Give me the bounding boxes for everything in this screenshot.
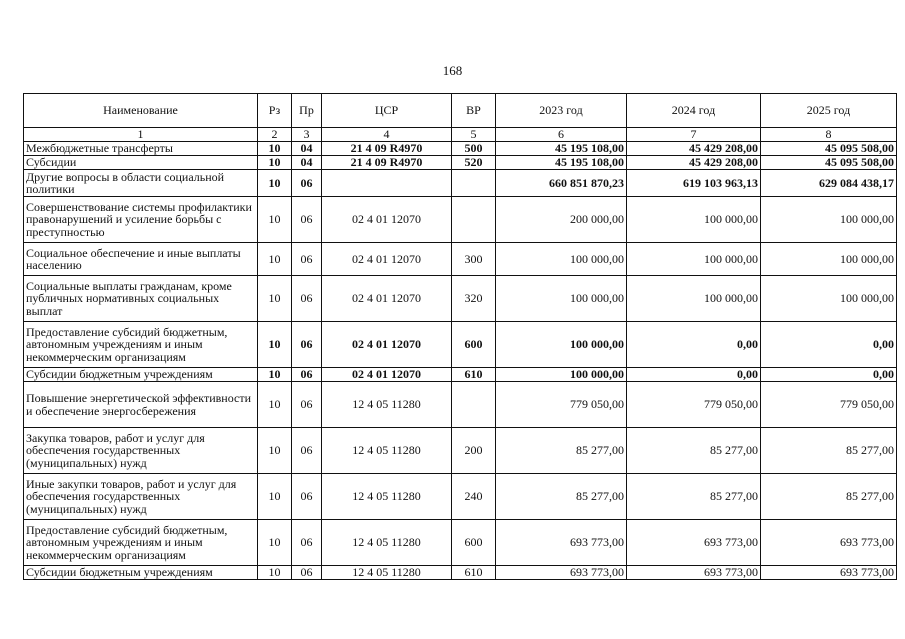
- row-rz: 10: [258, 474, 292, 520]
- row-value-2024: 0,00: [627, 368, 761, 382]
- row-pr: 06: [292, 520, 322, 566]
- table-row: [24, 142, 897, 156]
- column-index-row: [24, 128, 897, 142]
- index-cell: 3: [292, 128, 322, 142]
- table-row: [24, 170, 897, 197]
- row-value-2024: 693 773,00: [627, 566, 761, 580]
- row-pr: 06: [292, 428, 322, 474]
- row-value-2025: 0,00: [761, 322, 897, 368]
- index-cell: 4: [322, 128, 452, 142]
- row-value-2025: 0,00: [761, 368, 897, 382]
- row-value-2023: 660 851 870,23: [496, 170, 627, 197]
- table-row: [24, 368, 897, 382]
- row-rz: 10: [258, 276, 292, 322]
- row-pr: 06: [292, 566, 322, 580]
- row-vr: 600: [452, 520, 496, 566]
- row-value-2023: 693 773,00: [496, 520, 627, 566]
- index-cell: 8: [761, 128, 897, 142]
- row-rz: 10: [258, 520, 292, 566]
- row-value-2025: 85 277,00: [761, 428, 897, 474]
- row-vr: [452, 197, 496, 243]
- row-vr: [452, 170, 496, 197]
- row-value-2025: 100 000,00: [761, 243, 897, 276]
- table-row: [24, 276, 897, 322]
- row-name: Повышение энергетической эффективности и обеспечение энергосбережения: [24, 382, 258, 428]
- row-value-2023: 85 277,00: [496, 428, 627, 474]
- row-rz: 10: [258, 142, 292, 156]
- row-value-2023: 85 277,00: [496, 474, 627, 520]
- row-value-2024: 693 773,00: [627, 520, 761, 566]
- row-vr: 240: [452, 474, 496, 520]
- row-value-2024: 45 429 208,00: [627, 156, 761, 170]
- row-value-2023: 45 195 108,00: [496, 156, 627, 170]
- header-vr: ВР: [452, 94, 496, 128]
- index-cell: 5: [452, 128, 496, 142]
- row-value-2023: 100 000,00: [496, 243, 627, 276]
- row-value-2025: 629 084 438,17: [761, 170, 897, 197]
- row-pr: 06: [292, 474, 322, 520]
- row-csr: 21 4 09 R4970: [322, 156, 452, 170]
- row-pr: 06: [292, 243, 322, 276]
- row-pr: 04: [292, 142, 322, 156]
- row-csr: 12 4 05 11280: [322, 382, 452, 428]
- row-rz: 10: [258, 197, 292, 243]
- row-csr: 02 4 01 12070: [322, 243, 452, 276]
- header-2024: 2024 год: [627, 94, 761, 128]
- header-name: Наименование: [24, 94, 258, 128]
- row-rz: 10: [258, 382, 292, 428]
- row-csr: 12 4 05 11280: [322, 520, 452, 566]
- table-row: [24, 382, 897, 428]
- row-value-2023: 100 000,00: [496, 322, 627, 368]
- row-value-2024: 85 277,00: [627, 474, 761, 520]
- row-name: Социальное обеспечение и иные выплаты населению: [24, 243, 258, 276]
- row-vr: [452, 382, 496, 428]
- row-csr: 02 4 01 12070: [322, 368, 452, 382]
- row-rz: 10: [258, 170, 292, 197]
- row-vr: 520: [452, 156, 496, 170]
- row-name: Субсидии бюджетным учреждениям: [24, 368, 258, 382]
- header-pr: Пр: [292, 94, 322, 128]
- index-cell: 6: [496, 128, 627, 142]
- table-row: [24, 474, 897, 520]
- table-row: [24, 243, 897, 276]
- header-csr: ЦСР: [322, 94, 452, 128]
- table-body: [24, 142, 897, 580]
- table-row: [24, 322, 897, 368]
- row-pr: 04: [292, 156, 322, 170]
- page-number: 168: [442, 63, 463, 78]
- row-value-2025: 45 095 508,00: [761, 142, 897, 156]
- row-value-2025: 693 773,00: [761, 520, 897, 566]
- row-pr: 06: [292, 170, 322, 197]
- index-cell: 1: [24, 128, 258, 142]
- budget-table: [23, 93, 897, 580]
- row-vr: 600: [452, 322, 496, 368]
- header-row: [24, 94, 897, 128]
- row-value-2025: 779 050,00: [761, 382, 897, 428]
- row-name: Другие вопросы в области социальной политики: [24, 170, 258, 197]
- row-rz: 10: [258, 322, 292, 368]
- row-value-2025: 85 277,00: [761, 474, 897, 520]
- row-value-2024: 0,00: [627, 322, 761, 368]
- row-vr: 610: [452, 368, 496, 382]
- index-cell: 2: [258, 128, 292, 142]
- row-value-2024: 45 429 208,00: [627, 142, 761, 156]
- row-rz: 10: [258, 566, 292, 580]
- row-value-2024: 619 103 963,13: [627, 170, 761, 197]
- row-pr: 06: [292, 322, 322, 368]
- row-csr: 12 4 05 11280: [322, 428, 452, 474]
- row-pr: 06: [292, 276, 322, 322]
- row-value-2023: 100 000,00: [496, 368, 627, 382]
- row-name: Субсидии: [24, 156, 258, 170]
- row-value-2025: 100 000,00: [761, 197, 897, 243]
- row-name: Межбюджетные трансферты: [24, 142, 258, 156]
- table-row: [24, 197, 897, 243]
- table-row: [24, 156, 897, 170]
- row-rz: 10: [258, 368, 292, 382]
- row-name: Предоставление субсидий бюджетным, автономным учреждениям и иным некоммерческим организациям: [24, 520, 258, 566]
- table-row: [24, 520, 897, 566]
- row-csr: 02 4 01 12070: [322, 322, 452, 368]
- row-csr: 02 4 01 12070: [322, 197, 452, 243]
- row-vr: 500: [452, 142, 496, 156]
- row-value-2024: 779 050,00: [627, 382, 761, 428]
- header-2023: 2023 год: [496, 94, 627, 128]
- row-rz: 10: [258, 156, 292, 170]
- row-value-2024: 100 000,00: [627, 197, 761, 243]
- table-row: [24, 566, 897, 580]
- row-csr: [322, 170, 452, 197]
- header-2025: 2025 год: [761, 94, 897, 128]
- row-name: Социальные выплаты гражданам, кроме публичных нормативных социальных выплат: [24, 276, 258, 322]
- row-name: Предоставление субсидий бюджетным, автономным учреждениям и иным некоммерческим организациям: [24, 322, 258, 368]
- row-pr: 06: [292, 368, 322, 382]
- row-value-2024: 85 277,00: [627, 428, 761, 474]
- row-rz: 10: [258, 243, 292, 276]
- row-vr: 300: [452, 243, 496, 276]
- row-value-2023: 200 000,00: [496, 197, 627, 243]
- row-value-2023: 779 050,00: [496, 382, 627, 428]
- row-csr: 12 4 05 11280: [322, 566, 452, 580]
- row-value-2023: 45 195 108,00: [496, 142, 627, 156]
- row-vr: 610: [452, 566, 496, 580]
- row-csr: 02 4 01 12070: [322, 276, 452, 322]
- index-cell: 7: [627, 128, 761, 142]
- row-vr: 200: [452, 428, 496, 474]
- row-value-2024: 100 000,00: [627, 243, 761, 276]
- row-rz: 10: [258, 428, 292, 474]
- row-csr: 21 4 09 R4970: [322, 142, 452, 156]
- row-pr: 06: [292, 382, 322, 428]
- row-name: Иные закупки товаров, работ и услуг для обеспечения государственных (муниципальных) нужд: [24, 474, 258, 520]
- table-row: [24, 428, 897, 474]
- row-value-2024: 100 000,00: [627, 276, 761, 322]
- row-csr: 12 4 05 11280: [322, 474, 452, 520]
- row-name: Совершенствование системы профилактики правонарушений и усиление борьбы с преступностью: [24, 197, 258, 243]
- row-name: Закупка товаров, работ и услуг для обеспечения государственных (муниципальных) нужд: [24, 428, 258, 474]
- row-vr: 320: [452, 276, 496, 322]
- row-value-2025: 693 773,00: [761, 566, 897, 580]
- row-pr: 06: [292, 197, 322, 243]
- row-value-2025: 100 000,00: [761, 276, 897, 322]
- row-value-2023: 100 000,00: [496, 276, 627, 322]
- row-name: Субсидии бюджетным учреждениям: [24, 566, 258, 580]
- row-value-2025: 45 095 508,00: [761, 156, 897, 170]
- row-value-2023: 693 773,00: [496, 566, 627, 580]
- header-rz: Рз: [258, 94, 292, 128]
